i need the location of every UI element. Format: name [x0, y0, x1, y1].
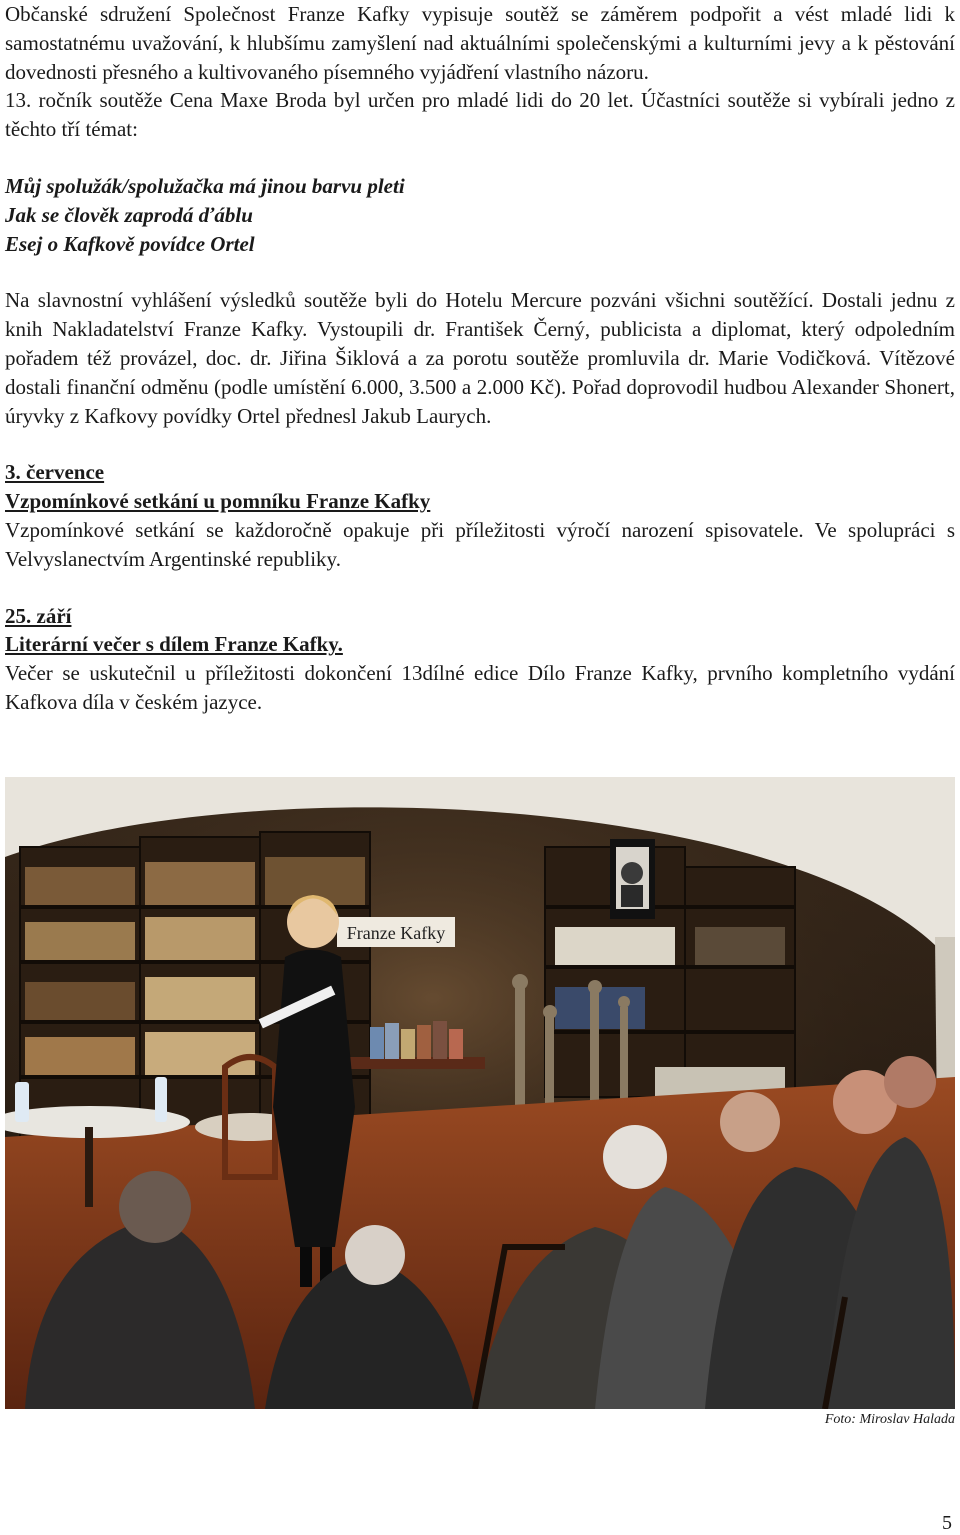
intro-paragraph-1: Občanské sdružení Společnost Franze Kafky vypisuje soutěž se záměrem podpořit a vést mladé lidi k samostatnému uvažování, k hlubšímu zamyšlení nad aktuálními společenskými a kulturními jevy a k pěstování dovednosti přesného a kultivovaného písemného vyjádření vlastního názoru.	[5, 2, 955, 84]
event-text: Vzpomínkové setkání se každoročně opakuje při příležitosti výročí narození spisovatele. Ve spolupráci s Velvyslanectvím Argentinské republiky.	[5, 517, 955, 571]
topics-list	[5, 172, 955, 258]
event-text: Večer se uskutečnil u příležitosti dokončení 13dílné edice Dílo Franze Kafky, prvního kompletního vydání Kafkova díla v českém jazyce.	[5, 661, 955, 714]
event-2	[5, 602, 955, 717]
photo-sign-text: Franze Kafky	[346, 923, 446, 943]
event-title: Vzpomínkové setkání u pomníku Franze Kafky	[5, 489, 431, 514]
event-title: Literární večer s dílem Franze Kafky.	[5, 632, 343, 657]
topic-3: Esej o Kafkově povídce Ortel	[5, 231, 255, 256]
topic-1: Můj spolužák/spolužačka má jinou barvu pleti	[5, 173, 405, 198]
event-date: 3. července	[5, 460, 105, 485]
event-1	[5, 458, 955, 573]
page-number: 5	[942, 1512, 952, 1534]
document-page	[5, 0, 955, 717]
results-paragraph: Na slavnostní vyhlášení výsledků soutěže byli do Hotelu Mercure pozváni všichni soutěžící. Dostali jednu z knih Nakladatelství Franze Kafky. Vystoupili dr. František Černý, publicista a diplomat, který odpoledním pořadem též provázel, doc. dr. Jiřina Šiklová a za porotu soutěže promluvila dr. Marie Vodičková. Vítězové dostali finanční odměnu (podle umístění 6.000, 3.500 a 2.000 Kč). Pořad doprovodil hudbou Alexander Shonert, úryvky z Kafkovy povídky Ortel přednesl Jakub Laurych.	[5, 288, 955, 428]
photo-caption: Foto: Miroslav Halada	[824, 1412, 955, 1427]
intro-paragraph-2: 13. ročník soutěže Cena Maxe Broda byl určen pro mladé lidi do 20 let. Účastníci soutěže si vybírali jedno z těchto tří témat:	[5, 88, 955, 142]
event-date: 25. září	[5, 603, 72, 628]
topic-2: Jak se člověk zaprodá ďáblu	[5, 202, 253, 227]
event-photo	[5, 777, 955, 1409]
